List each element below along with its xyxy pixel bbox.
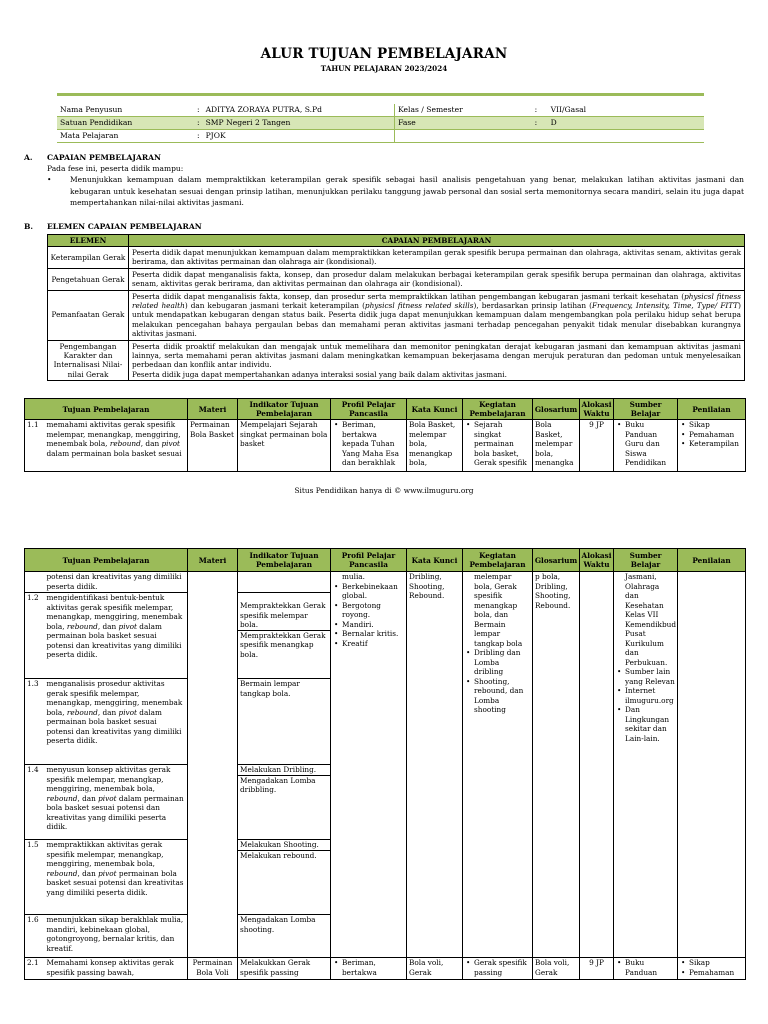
header-bar xyxy=(57,93,704,96)
indikator-cell: Melakukan Dribling. Mengadakan Lomba dribbling. xyxy=(238,765,331,840)
satuan-label: Satuan Pendidikan xyxy=(57,117,194,130)
tp-cell: mempraktikkan aktivitas gerak spesifik melempar, menangkap, menggiring, menembak bola, rebound, dan pivot permainan bola basket sesuai potensi dan kreativitas yang dimiliki peserta didik. xyxy=(45,840,188,915)
elemen-cell: Pemanfaatan Gerak xyxy=(48,290,129,340)
col-kegiatan: Kegiatan Pembelajaran xyxy=(463,399,533,420)
mapel-value: PJOK xyxy=(205,131,226,140)
fase-label: Fase xyxy=(395,117,532,130)
mapel-label: Mata Pelajaran xyxy=(60,131,119,140)
alokasi-cell: 9 JP xyxy=(580,420,614,472)
section-b-letter: B. xyxy=(24,222,34,231)
page-title: ALUR TUJUAN PEMBELAJARAN xyxy=(260,46,508,62)
nama-label: Nama Penyusun xyxy=(60,105,123,114)
sep: : xyxy=(534,105,538,114)
tp-cell: potensi dan kreativitas yang dimiliki peserta didik. xyxy=(45,572,188,593)
col-materi: Materi xyxy=(188,549,238,572)
row-number: 1.3 xyxy=(25,679,45,765)
row-number: 1.5 xyxy=(25,840,45,915)
kata-kunci-cell: Bola Basket, melempar bola, menangkap bola, xyxy=(407,420,463,472)
col-alokasi: Alokasi Waktu xyxy=(580,549,614,572)
fase-value: D xyxy=(548,117,704,130)
penilaian-cell: • Sikap • Pemahaman xyxy=(678,958,746,980)
col-tp: Tujuan Pembelajaran xyxy=(25,549,188,572)
tp-cell: memahami aktivitas gerak spesifik melempar, menangkap, menggiring, menembak bola, rebound, dan pivot dalam permainan bola basket sesuai xyxy=(45,420,188,472)
cp-cell: Peserta didik dapat menunjukkan kemampuan dalam mempraktikkan keterampilan gerak spesifik berupa permainan dan olahraga, aktivitas senam, aktivitas gerak berirama, dan aktivitas permainan dan olahraga air (kondisional). xyxy=(129,247,745,269)
indikator-cell: Melakukan Shooting. Melakukan rebound. xyxy=(238,840,331,915)
col-sumber: Sumber Belajar xyxy=(614,549,678,572)
info-table xyxy=(57,104,704,143)
satuan-value: SMP Negeri 2 Tangen xyxy=(203,117,395,130)
col-indikator: Indikator Tujuan Pembelajaran xyxy=(238,399,331,420)
tp-cell: menyusun konsep aktivitas gerak spesifik melempar, menangkap, menggiring, menembak bola, rebound, dan pivot dalam permainan bola basket sesuai potensi dan kreativitas yang dimiliki peserta didik. xyxy=(45,765,188,840)
tp-cell: Memahami konsep aktivitas gerak spesifik passing bawah, xyxy=(45,958,188,980)
col-elemen: ELEMEN xyxy=(48,235,129,247)
col-glosarium: Glosarium xyxy=(533,549,580,572)
atp-table-1 xyxy=(24,398,746,472)
row-number: 1.6 xyxy=(25,915,45,958)
kegiatan-cell: • Sejarah singkat permainan bola basket, Gerak spesifik xyxy=(463,420,533,472)
indikator-cell: Bermain lempar tangkap bola. xyxy=(238,679,331,765)
indikator-cell: Mempelajari Sejarah singkat permainan bola basket xyxy=(238,420,331,472)
cp-cell: Peserta didik dapat menganalisis fakta, konsep, dan prosedur serta mempraktikkan latihan pengembangan kebugaran jasmani terkait kesehatan (physicsl fitness related health) dan kebugaran jasmani terkait keterampilan (physicsl fitness related skills), berdasarkan prinsip latihan (Frequency, Intensity, Time, Type/ FITT) untuk mendapatkan kebugaran dengan status baik. Peserta didik juga dapat menunjukkan kemampuan dalam mengembangkan pola perilaku hidup sehat berupa melakukan pencegahan bahaya pergaulan bebas dan memahami peran aktivitas jasmani terhadap pencegahan penyakit tidak menular disebabkan kurangnya aktivitas jasmani. xyxy=(129,290,745,340)
profil-cell: mulia. • Berkebinekaan global. • Bergotong royong. • Mandiri. • Bernalar kritis. • Kreatif xyxy=(331,572,407,958)
cp-cell: Peserta didik proaktif melakukan dan mengajak untuk memelihara dan memonitor peningkatan derajat kebugaran jasmani dan kemampuan aktivitas jasmani lainnya, serta memahami peran aktivitas jasmani dalam meningkatkan kemampuan bekerjasama dengan merujuk peraturan dan pedoman untuk menyelesaikan perbedaan dan konflik antar individu. Peserta didik juga dapat mempertahankan adanya interaksi sosial yang baik dalam aktivitas jasmani. xyxy=(129,340,745,381)
sumber-cell: Jasmani, Olahraga dan Kesehatan Kelas VII Kemendikbud Pusat Kurikulum dan Perbukuan. • Sumber lain yang Relevan • Internet ilmuguru.org • Dan Lingkungan sekitar dan Lain-lain. xyxy=(614,572,678,958)
sumber-cell: • Buku Panduan xyxy=(614,958,678,980)
tp-cell: menunjukkan sikap berakhlak mulia, mandiri, kebinekaan global, gotongroyong, bernalar kritis, dan kreatif. xyxy=(45,915,188,958)
sumber-cell: • Buku Panduan Guru dan Siswa Pendidikan xyxy=(614,420,678,472)
row-number: 1.4 xyxy=(25,765,45,840)
page-subtitle: TAHUN PELAJARAN 2023/2024 xyxy=(320,64,448,73)
nama-value: ADITYA ZORAYA PUTRA, S.Pd xyxy=(205,105,323,114)
col-materi: Materi xyxy=(188,399,238,420)
tp-cell: menganalisis prosedur aktivitas gerak spesifik melempar, menangkap, menggiring, menembak bola, rebound, dan pivot dalam permainan bola basket sesuai potensi dan kreativitas yang dimiliki peserta didik. xyxy=(45,679,188,765)
glosarium-cell: Bola Basket, melempar bola, menangka xyxy=(533,420,580,472)
col-profil: Profil Pelajar Pancasila xyxy=(331,549,407,572)
alokasi-cell: 9 JP xyxy=(580,958,614,980)
bullet-icon: • xyxy=(47,175,52,184)
atp-table-2 xyxy=(24,548,746,980)
col-kegiatan: Kegiatan Pembelajaran xyxy=(463,549,533,572)
col-tp: Tujuan Pembelajaran xyxy=(25,399,188,420)
section-a-title: CAPAIAN PEMBELAJARAN xyxy=(47,153,161,162)
table-row xyxy=(48,268,745,290)
row-number: 1.1 xyxy=(25,420,45,472)
table-row xyxy=(48,340,745,381)
glosarium-cell: Bola voli, Gerak xyxy=(533,958,580,980)
elemen-cell: Pengetahuan Gerak xyxy=(48,268,129,290)
sep: : xyxy=(197,105,200,114)
col-kata-kunci: Kata Kunci xyxy=(407,549,463,572)
sep: : xyxy=(532,117,548,130)
kegiatan-cell: melempar bola, Gerak spesifik menangkap bola, dan Bermain lempar tangkap bola • Dribling dan Lomba dribling • Shooting, rebound, dan Lomba shooting xyxy=(463,572,533,958)
sep: : xyxy=(194,117,203,130)
table-row xyxy=(25,420,746,472)
elemen-cell: Keterampilan Gerak xyxy=(48,247,129,269)
col-indikator: Indikator Tujuan Pembelajaran xyxy=(238,549,331,572)
section-a-intro: Pada fese ini, peserta didik mampu: xyxy=(47,164,184,173)
footer-note: Situs Pendidikan hanya di © www.ilmuguru.org xyxy=(294,486,474,495)
materi-cell: Permainan Bola Basket xyxy=(188,420,238,472)
profil-cell: • Beriman, bertakwa kepada Tuhan Yang Maha Esa dan berakhlak xyxy=(331,420,407,472)
kata-kunci-cell: Dribling, Shooting, Rebound. xyxy=(407,572,463,958)
col-kata-kunci: Kata Kunci xyxy=(407,399,463,420)
col-penilaian: Penilaian xyxy=(678,399,746,420)
indikator-cell: Mempraktekkan Gerak spesifik melempar bola. Mempraktekkan Gerak spesifik menangkap bola. xyxy=(238,593,331,679)
col-sumber: Sumber Belajar xyxy=(614,399,678,420)
tp-cell: mengidentifikasi bentuk-bentuk aktivitas gerak spesifik melempar, menangkap, menggiring, menembak bola, rebound, dan pivot dalam permainan bola basket sesuai potensi dan kreativitas yang dimiliki peserta didik. xyxy=(45,593,188,679)
col-profil: Profil Pelajar Pancasila xyxy=(331,399,407,420)
sep: : xyxy=(197,131,200,140)
section-a-bullet: Menunjukkan kemampuan dalam mempraktikkan keterampilan gerak spesifik sebagai hasil analisis pengetahuan yang benar, melakukan latihan aktivitas jasmani dan kebugaran untuk kesehatan sesuai dengan prinsip latihan, menunjukkan perilaku tanggung jawab personal dan sosial serta memonitornya secara mandiri, selain itu juga dapat mempertahankan nilai-nilai aktivitas jasmani. xyxy=(70,175,744,207)
cp-cell: Peserta didik dapat menganalisis fakta, konsep, dan prosedur dalam melakukan berbagai keterampilan gerak spesifik berupa permainan dan olahraga, aktivitas senam, aktivitas gerak berirama, dan aktivitas permainan dan olahraga air (kondisional). xyxy=(129,268,745,290)
col-cp: CAPAIAN PEMBELAJARAN xyxy=(129,235,745,247)
indikator-cell: Mengadakan Lomba shooting. xyxy=(238,915,331,958)
indikator-cell: Melakukkan Gerak spesifik passing xyxy=(238,958,331,980)
row-number: 2.1 xyxy=(25,958,45,980)
table-row xyxy=(48,290,745,340)
kegiatan-cell: • Gerak spesifik passing xyxy=(463,958,533,980)
kelas-value: VII/Gasal xyxy=(550,105,587,114)
elemen-cell: Pengembangan Karakter dan Internalisasi Nilai-nilai Gerak xyxy=(48,340,129,381)
glosarium-cell: p bola, Dribling, Shooting, Rebound. xyxy=(533,572,580,958)
section-b-title: ELEMEN CAPAIAN PEMBELAJARAN xyxy=(47,222,202,231)
elemen-table xyxy=(47,234,745,381)
table-row xyxy=(25,958,746,980)
table-row xyxy=(48,247,745,269)
profil-cell: • Beriman, bertakwa xyxy=(331,958,407,980)
kelas-label: Kelas / Semester xyxy=(395,104,532,117)
table-row xyxy=(25,572,746,593)
penilaian-cell: • Sikap • Pemahaman • Keterampilan xyxy=(678,420,746,472)
col-alokasi: Alokasi Waktu xyxy=(580,399,614,420)
col-glosarium: Glosarium xyxy=(533,399,580,420)
kata-kunci-cell: Bola voli, Gerak xyxy=(407,958,463,980)
materi-cell: Permainan Bola Voli xyxy=(188,958,238,980)
col-penilaian: Penilaian xyxy=(678,549,746,572)
section-a-letter: A. xyxy=(24,153,33,162)
row-number: 1.2 xyxy=(25,593,45,679)
